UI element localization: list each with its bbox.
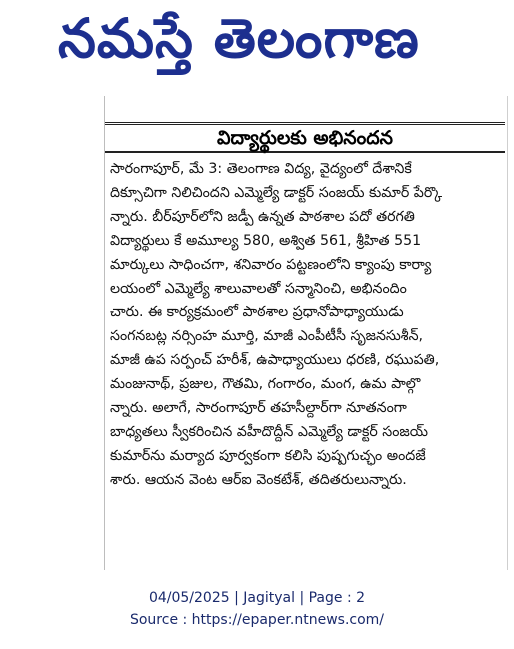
headline-box	[105, 122, 505, 153]
footer-date-line: 04/05/2025 | Jagityal | Page : 2	[148, 590, 366, 606]
article-line: మంజునాథ్, ప్రజుల, గౌతమి, గంగారం, మంగ, ఉమ పాల్గొ	[110, 376, 421, 393]
footer-source-line: Source : https://epaper.ntnews.com/	[129, 612, 385, 628]
article-line: దిక్సూచిగా నిలిచిందని ఎమ్మెల్యే డాక్టర్ సంజయ్ కుమార్ పేర్కొ	[110, 184, 443, 201]
article-line: మార్కులు సాధించగా, శనివారం పట్టణంలోని క్యాంపు కార్యా	[110, 256, 432, 273]
article-line: చారు. ఈ కార్యక్రమంలో పాఠశాల ప్రధానోపాధ్యాయుడు	[110, 304, 404, 321]
cut-text-fragment-top	[109, 96, 209, 106]
article-line: సారంగాపూర్, మే 3: తెలంగాణ విద్య, వైద్యంలో దేశానికే	[110, 161, 412, 177]
article-body	[110, 158, 502, 493]
newspaper-logo: నమస్తే తెలంగాణ	[58, 6, 420, 70]
cut-text-fragment-bottom	[185, 566, 305, 572]
article-line: బాధ్యతలు స్వీకరించిన వహీదొద్దీన్ ఎమ్మెల్యే డాక్టర్ సంజయ్	[110, 423, 429, 440]
article-line: విద్యార్థులు కే అమూల్య 580, అశ్విత 561, శ్రీహిత 551	[110, 232, 422, 249]
article-line: మాజీ ఉప సర్పంచ్ హరీశ్, ఉపాధ్యాయులు ధరణి, రఘుపతి,	[110, 352, 440, 369]
article-line: న్నారు. బీర్‌పూర్‌లోని జడ్పీ ఉన్నత పాఠశాల పదో తరగతి	[110, 208, 415, 225]
article-line: న్నారు. అలాగే, సారంగాపూర్ తహసీల్దార్‌గా నూతనంగా	[110, 400, 407, 417]
article-line: శారు. ఆయన వెంట ఆర్ఐ వెంకటేశ్, తదితరులున్నారు.	[110, 471, 407, 488]
article-line: కుమార్‌ను మర్యాద పూర్వకంగా కలిసి పుష్పగుచ్ఛం అందజే	[110, 447, 426, 464]
article-clipping	[104, 96, 508, 570]
article-line: సంగనబట్ల నర్సింహ మూర్తి, మాజీ ఎంపీటీసీ సృజనసుశీన్,	[110, 328, 424, 345]
article-line: లయంలో ఎమ్మెల్యే శాలువాలతో సన్మానించి, అభినందిం	[110, 280, 407, 297]
article-headline: విద్యార్థులకు అభినందన	[217, 127, 393, 149]
